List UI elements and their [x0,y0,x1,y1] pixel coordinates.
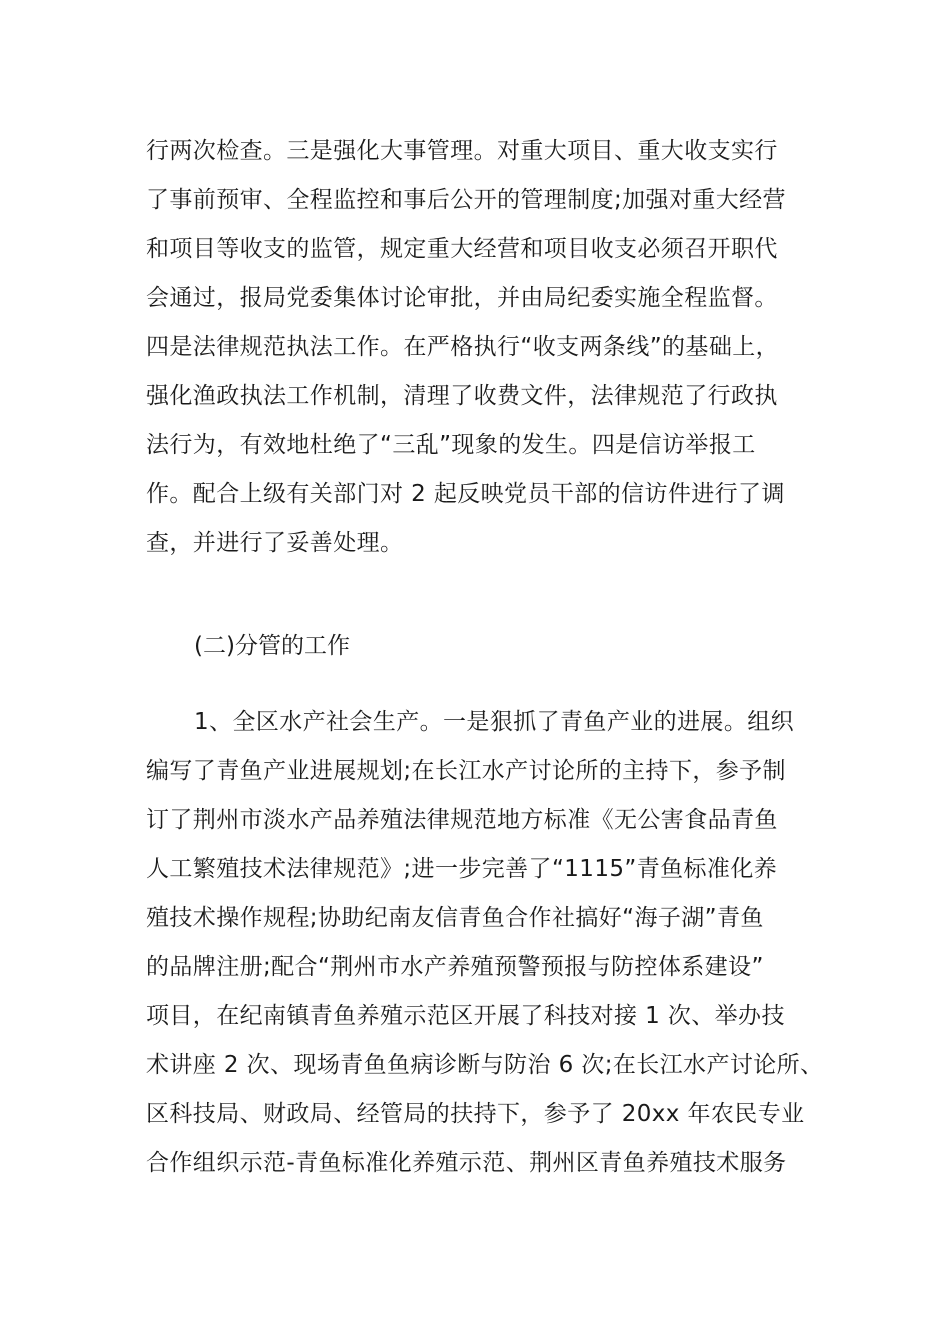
text-line: 合作组织示范-青鱼标准化养殖示范、荆州区青鱼养殖技术服务 [146,1150,787,1176]
text-line: 查，并进行了妥善处理。 [146,530,404,556]
section-heading: (二)分管的工作 [194,633,350,659]
text-line: 1、全区水产社会生产。一是狠抓了青鱼产业的进展。组织 [194,709,795,735]
text-line: 行两次检查。三是强化大事管理。对重大项目、重大收支实行 [146,138,778,164]
text-line: 的品牌注册;配合“荆州市水产养殖预警预报与防控体系建设” [146,954,764,980]
text-line: 作。配合上级有关部门对 2 起反映党员干部的信访件进行了调 [146,481,785,507]
text-line: 编写了青鱼产业进展规划;在长江水产讨论所的主持下，参予制 [146,758,786,784]
text-line: 了事前预审、全程监控和事后公开的管理制度;加强对重大经营 [146,187,786,213]
text-line: 术讲座 2 次、现场青鱼鱼病诊断与防治 6 次;在长江水产讨论所、 [146,1052,824,1078]
text-line: 四是法律规范执法工作。在严格执行“收支两条线”的基础上， [146,334,780,360]
text-line: 人工繁殖技术法律规范》;进一步完善了“1115”青鱼标准化养 [146,856,778,882]
text-line: 殖技术操作规程;协助纪南友信青鱼合作社搞好“海子湖”青鱼 [146,905,764,931]
text-line: 和项目等收支的监管，规定重大经营和项目收支必须召开职代 [146,236,778,262]
text-line: 会通过，报局党委集体讨论审批，并由局纪委实施全程监督。 [146,285,778,311]
text-line: 项目，在纪南镇青鱼养殖示范区开展了科技对接 1 次、举办技 [146,1003,785,1029]
text-line: 区科技局、财政局、经管局的扶持下，参予了 20xx 年农民专业 [146,1101,805,1127]
text-line: 订了荆州市淡水产品养殖法律规范地方标准《无公害食品青鱼 [146,807,778,833]
text-line: 强化渔政执法工作机制，清理了收费文件，法律规范了行政执 [146,383,778,409]
paragraph-1 [146,127,836,568]
paragraph-2 [146,698,836,1188]
text-line: 法行为，有效地杜绝了“三乱”现象的发生。四是信访举报工 [146,432,756,458]
